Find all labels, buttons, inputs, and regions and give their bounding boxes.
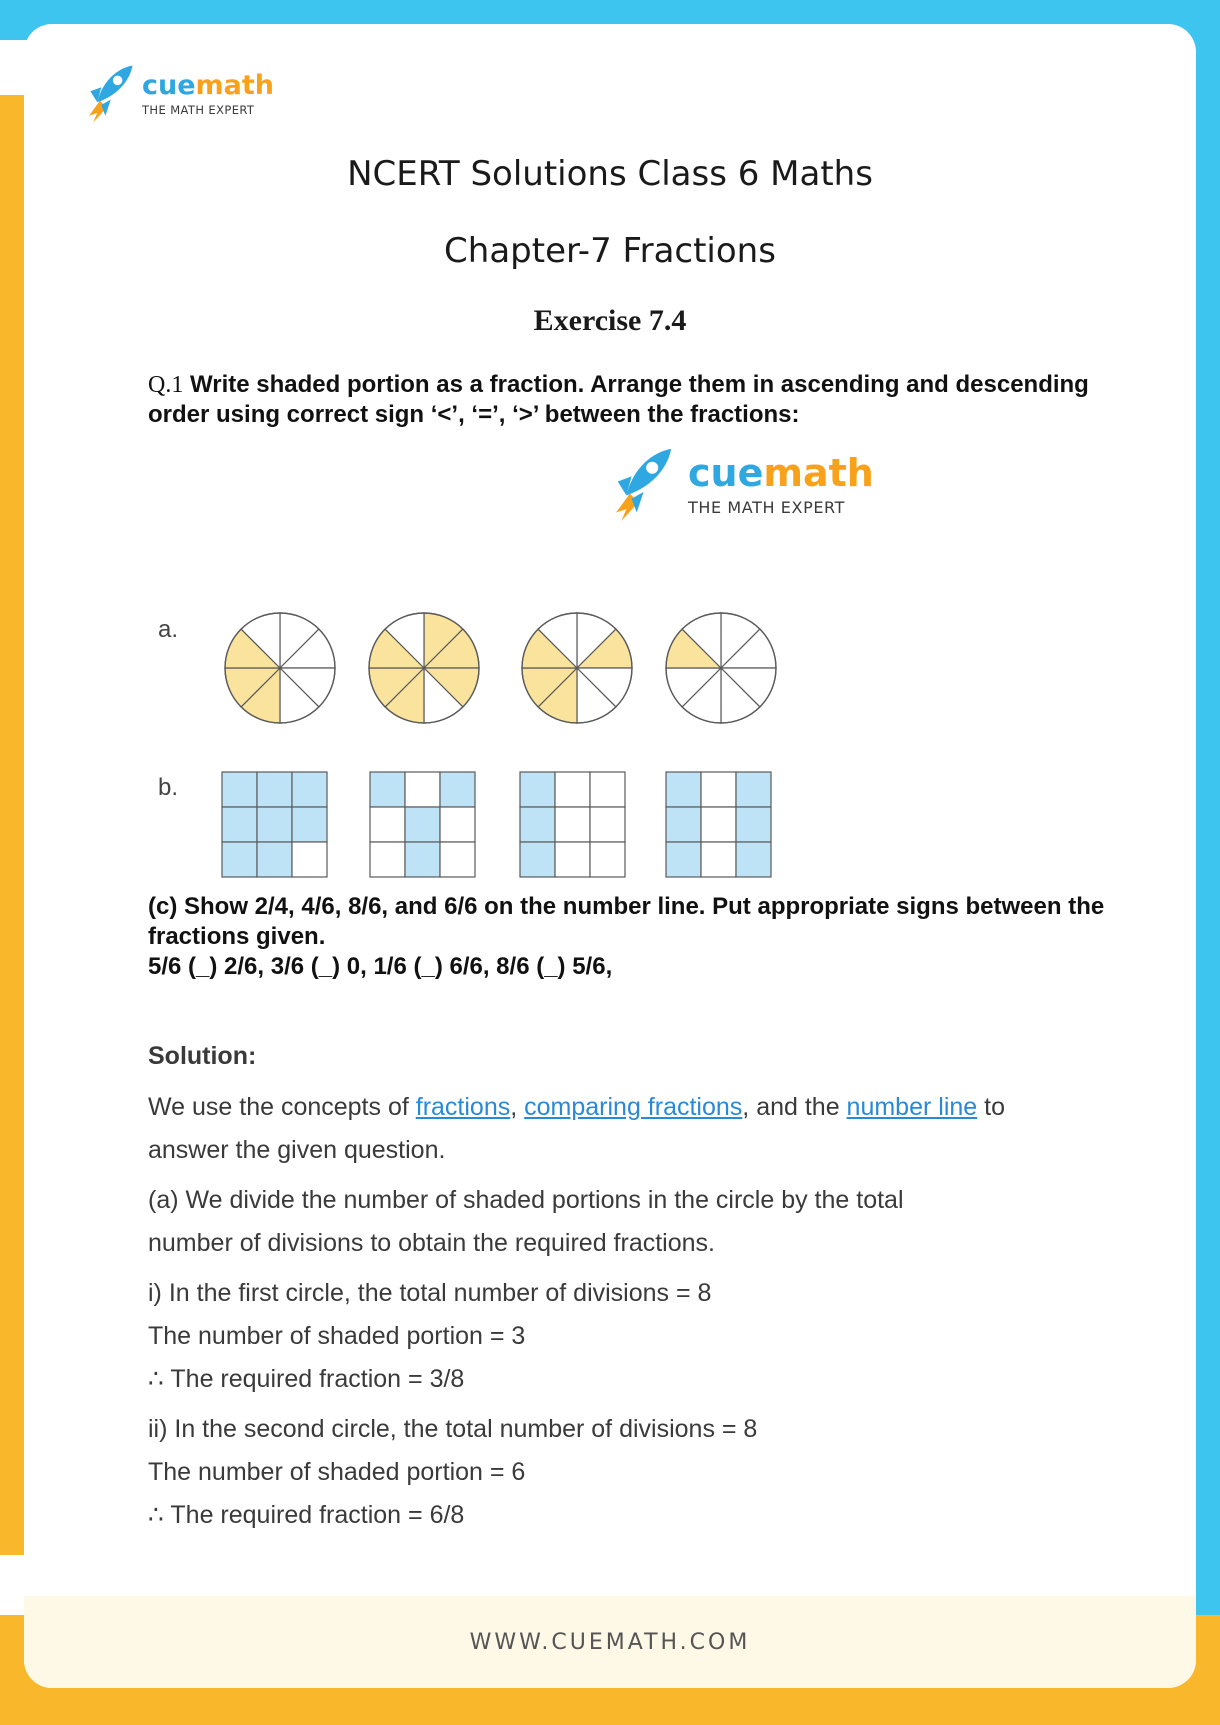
logo-word-cue: cue [142, 69, 196, 101]
shaded-cell [666, 842, 701, 877]
shaded-cell [520, 807, 555, 842]
shaded-cell [370, 772, 405, 807]
fraction-grid [520, 772, 625, 877]
shaded-cell [222, 807, 257, 842]
shaded-cell [292, 807, 327, 842]
unshaded-cell [292, 842, 327, 877]
part-c-expressions: 5/6 (_) 2/6, 3/6 (_) 0, 1/6 (_) 6/6, 8/6 (_) 5/6, [148, 953, 613, 980]
page-card [24, 24, 1196, 1688]
fraction-circle [522, 613, 632, 723]
shaded-cell [520, 772, 555, 807]
solution-intro: We use the concepts of fractions, comparing fractions, and the number line to [148, 1093, 1005, 1121]
shaded-cell [736, 807, 771, 842]
shaded-cell [736, 842, 771, 877]
unshaded-cell [370, 842, 405, 877]
unshaded-cell [555, 772, 590, 807]
logo-word-math: math [195, 69, 275, 101]
solution-heading: Solution: [148, 1042, 257, 1070]
unshaded-cell [701, 842, 736, 877]
unshaded-cell [405, 772, 440, 807]
part-a-line1: (a) We divide the number of shaded portions in the circle by the total [148, 1186, 904, 1214]
first-circle-shaded: The number of shaded portion = 3 [148, 1322, 526, 1350]
question-text: Write shaded portion as a fraction. Arrange them in ascending and descending order using correct sign ‘<’, ‘=’, ‘>’ between the fractions: [148, 371, 1089, 428]
unshaded-cell [555, 807, 590, 842]
solution-intro-line2: answer the given question. [148, 1136, 446, 1164]
row-b-label: b. [158, 774, 179, 801]
shaded-cell [292, 772, 327, 807]
shaded-cell [405, 842, 440, 877]
unshaded-cell [370, 807, 405, 842]
fraction-grid [666, 772, 771, 877]
link-fractions[interactable]: fractions [415, 1093, 511, 1121]
first-circle-divisions: i) In the first circle, the total number of divisions = 8 [148, 1279, 712, 1307]
row-a-label: a. [158, 616, 179, 643]
shaded-cell [405, 807, 440, 842]
exercise-title: Exercise 7.4 [533, 304, 687, 337]
unshaded-cell [701, 807, 736, 842]
fraction-circle [369, 613, 479, 723]
unshaded-cell [590, 772, 625, 807]
second-circle-shaded: The number of shaded portion = 6 [148, 1458, 526, 1486]
part-a-line2: number of divisions to obtain the required fractions. [148, 1229, 715, 1257]
footer-url[interactable]: WWW.CUEMATH.COM [469, 1629, 751, 1655]
fraction-figure [24, 24, 1196, 924]
second-circle-divisions: ii) In the second circle, the total number of divisions = 8 [148, 1415, 758, 1443]
logo-word-cue: cue [688, 450, 764, 495]
second-circle-fraction: ∴ The required fraction = 6/8 [148, 1501, 465, 1529]
page-footer [24, 1596, 1196, 1688]
unshaded-cell [440, 807, 475, 842]
background-left-band [0, 95, 24, 1555]
shaded-cell [257, 807, 292, 842]
fraction-grid [370, 772, 475, 877]
link-comparing-fractions[interactable]: comparing fractions [524, 1093, 743, 1121]
shaded-cell [257, 842, 292, 877]
logo-word-math: math [763, 450, 874, 495]
unshaded-cell [440, 842, 475, 877]
solution-body [148, 1086, 1108, 1537]
fraction-grid [222, 772, 327, 877]
logo-tagline: THE MATH EXPERT [142, 102, 255, 117]
question-number: Q.1 [148, 372, 184, 398]
part-c-instruction: (c) Show 2/4, 4/6, 8/6, and 6/6 on the number line. Put appropriate signs between the fractions given. [148, 893, 1105, 950]
shaded-cell [736, 772, 771, 807]
question-part-c [148, 892, 1138, 982]
page-title: NCERT Solutions Class 6 Maths [347, 154, 873, 194]
link-number-line[interactable]: number line [846, 1093, 978, 1121]
unshaded-cell [701, 772, 736, 807]
unshaded-cell [590, 807, 625, 842]
first-circle-fraction: ∴ The required fraction = 3/8 [148, 1365, 465, 1393]
shaded-cell [222, 842, 257, 877]
logo-tagline: THE MATH EXPERT [688, 497, 845, 517]
shaded-cell [666, 807, 701, 842]
chapter-title: Chapter-7 Fractions [444, 231, 776, 271]
unshaded-cell [590, 842, 625, 877]
shaded-cell [666, 772, 701, 807]
fraction-circle [225, 613, 335, 723]
shaded-cell [520, 842, 555, 877]
shaded-cell [440, 772, 475, 807]
fraction-circle [666, 613, 776, 723]
shaded-cell [222, 772, 257, 807]
unshaded-cell [555, 842, 590, 877]
shaded-cell [257, 772, 292, 807]
